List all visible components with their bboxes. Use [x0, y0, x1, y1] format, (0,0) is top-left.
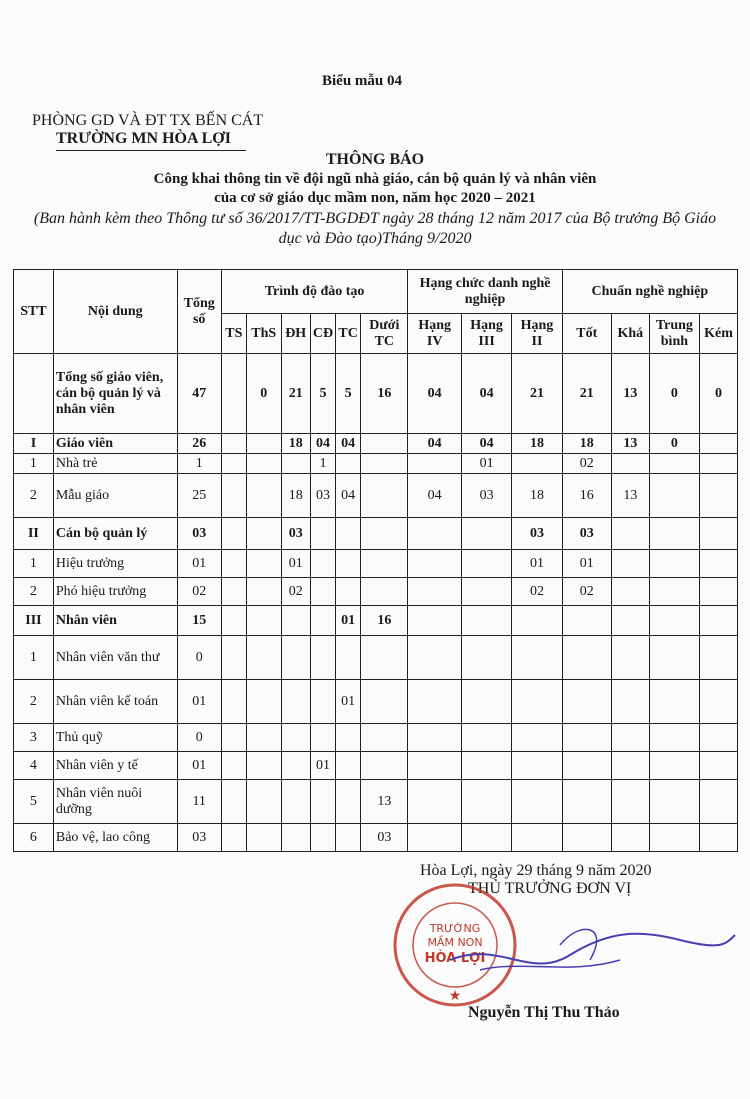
row-cell [408, 780, 462, 824]
row-stt: 6 [14, 824, 54, 852]
row-cell [246, 474, 281, 518]
row-cell [281, 636, 310, 680]
row-cell [221, 606, 246, 636]
table-row [14, 636, 738, 680]
row-cell [408, 724, 462, 752]
row-cell [246, 434, 281, 454]
row-cell: 04 [408, 474, 462, 518]
row-label: Phó hiệu trưởng [53, 578, 177, 606]
row-cell [649, 578, 699, 606]
row-cell [221, 752, 246, 780]
row-cell [700, 780, 738, 824]
row-cell: 04 [461, 354, 511, 434]
row-cell: 01 [512, 550, 562, 578]
row-cell [221, 474, 246, 518]
signer-name: Nguyễn Thị Thu Thảo [468, 1004, 620, 1021]
row-cell [700, 606, 738, 636]
row-cell [700, 824, 738, 852]
row-cell [310, 550, 335, 578]
row-cell [700, 518, 738, 550]
row-cell [562, 824, 611, 852]
row-stt: 2 [14, 474, 54, 518]
row-stt: 2 [14, 578, 54, 606]
row-cell [461, 680, 511, 724]
row-cell [649, 724, 699, 752]
header-tot: Tốt [562, 314, 611, 354]
row-cell [281, 780, 310, 824]
row-cell [408, 454, 462, 474]
row-cell [700, 474, 738, 518]
table-row [14, 518, 738, 550]
row-cell [246, 636, 281, 680]
row-cell [221, 550, 246, 578]
header-tc: TC [336, 314, 361, 354]
staff-table [13, 269, 738, 852]
legal-reference: (Ban hành kèm theo Thông tư số 36/2017/TT-BGDĐT ngày 28 tháng 12 năm 2017 của Bộ trưởng Bộ Giáo dục và Đào tạo)Tháng 9/2020 [33, 210, 717, 247]
row-cell [512, 636, 562, 680]
row-cell [336, 578, 361, 606]
row-cell [281, 752, 310, 780]
row-cell [361, 550, 408, 578]
row-cell [361, 752, 408, 780]
row-stt: I [14, 434, 54, 454]
row-label: Bảo vệ, lao công [53, 824, 177, 852]
row-stt [14, 354, 54, 434]
row-cell: 18 [512, 474, 562, 518]
row-cell [281, 824, 310, 852]
row-cell: 18 [281, 434, 310, 454]
row-cell [310, 724, 335, 752]
row-cell: 04 [408, 434, 462, 454]
row-cell [336, 824, 361, 852]
row-cell: 13 [611, 474, 649, 518]
row-cell [512, 724, 562, 752]
row-cell: 01 [177, 680, 221, 724]
row-cell [611, 680, 649, 724]
row-cell [336, 636, 361, 680]
row-cell [221, 454, 246, 474]
row-cell [336, 454, 361, 474]
row-cell [246, 518, 281, 550]
row-cell [461, 824, 511, 852]
row-cell: 02 [281, 578, 310, 606]
row-cell [562, 680, 611, 724]
row-cell: 04 [461, 434, 511, 454]
row-cell [649, 606, 699, 636]
row-cell: 13 [361, 780, 408, 824]
row-cell [246, 752, 281, 780]
row-cell [310, 824, 335, 852]
row-cell [700, 454, 738, 474]
row-cell [246, 680, 281, 724]
row-cell [611, 550, 649, 578]
row-cell: 0 [649, 434, 699, 454]
row-cell: 01 [336, 606, 361, 636]
row-cell [649, 636, 699, 680]
row-cell [246, 724, 281, 752]
table-row [14, 606, 738, 636]
row-cell: 01 [281, 550, 310, 578]
row-cell: 03 [461, 474, 511, 518]
row-cell [361, 680, 408, 724]
row-cell: 47 [177, 354, 221, 434]
row-cell [700, 434, 738, 454]
svg-text:HÒA LỢI: HÒA LỢI [424, 951, 486, 966]
row-cell [700, 636, 738, 680]
row-cell: 01 [177, 550, 221, 578]
row-cell [246, 780, 281, 824]
row-cell [611, 578, 649, 606]
row-stt: III [14, 606, 54, 636]
row-cell [611, 752, 649, 780]
row-cell [336, 780, 361, 824]
row-cell [562, 636, 611, 680]
form-number: Biểu mẫu 04 [322, 73, 403, 89]
row-cell: 5 [310, 354, 335, 434]
row-cell: 16 [361, 606, 408, 636]
row-cell [408, 636, 462, 680]
row-cell [461, 780, 511, 824]
table-row [14, 724, 738, 752]
row-cell: 03 [310, 474, 335, 518]
row-cell: 03 [512, 518, 562, 550]
row-cell [700, 724, 738, 752]
row-cell: 18 [281, 474, 310, 518]
row-label: Mẫu giáo [53, 474, 177, 518]
row-cell [611, 606, 649, 636]
row-cell: 25 [177, 474, 221, 518]
row-cell [408, 550, 462, 578]
row-cell [562, 752, 611, 780]
row-cell [408, 680, 462, 724]
row-cell: 5 [336, 354, 361, 434]
row-cell: 03 [361, 824, 408, 852]
row-cell [611, 780, 649, 824]
header-kha: Khá [611, 314, 649, 354]
row-stt: II [14, 518, 54, 550]
row-cell [361, 434, 408, 454]
row-cell: 15 [177, 606, 221, 636]
row-cell [611, 636, 649, 680]
row-label: Nhân viên kế toán [53, 680, 177, 724]
row-cell [408, 752, 462, 780]
row-cell [246, 578, 281, 606]
table-row [14, 474, 738, 518]
row-cell: 18 [562, 434, 611, 454]
row-cell [562, 724, 611, 752]
row-cell: 13 [611, 434, 649, 454]
row-cell: 03 [562, 518, 611, 550]
row-label: Nhà trẻ [53, 454, 177, 474]
header-total: Tổng số [177, 270, 221, 354]
row-label: Nhân viên văn thư [53, 636, 177, 680]
row-cell [246, 606, 281, 636]
row-cell [221, 824, 246, 852]
row-cell: 01 [310, 752, 335, 780]
row-cell [281, 724, 310, 752]
row-stt: 1 [14, 454, 54, 474]
table-row [14, 434, 738, 454]
row-cell [649, 474, 699, 518]
row-cell [221, 780, 246, 824]
signer-title: THỦ TRƯỞNG ĐƠN VỊ [468, 880, 632, 897]
row-cell [336, 518, 361, 550]
row-cell [281, 606, 310, 636]
table-row [14, 680, 738, 724]
row-label: Tổng số giáo viên, cán bộ quản lý và nhân viên [53, 354, 177, 434]
row-cell: 02 [177, 578, 221, 606]
row-cell [512, 780, 562, 824]
row-label: Giáo viên [53, 434, 177, 454]
row-cell: 0 [700, 354, 738, 434]
header-kem: Kém [700, 314, 738, 354]
row-cell: 01 [461, 454, 511, 474]
row-cell: 01 [336, 680, 361, 724]
row-cell [361, 578, 408, 606]
row-label: Nhân viên y tế [53, 752, 177, 780]
row-cell: 0 [177, 636, 221, 680]
table-row [14, 752, 738, 780]
row-label: Hiệu trưởng [53, 550, 177, 578]
table-row [14, 578, 738, 606]
row-cell: 03 [177, 518, 221, 550]
row-cell [461, 724, 511, 752]
row-stt: 1 [14, 636, 54, 680]
row-cell: 04 [336, 474, 361, 518]
svg-text:★: ★ [448, 989, 462, 1004]
row-cell [336, 724, 361, 752]
header-ths: ThS [246, 314, 281, 354]
row-cell [221, 518, 246, 550]
row-cell: 04 [310, 434, 335, 454]
row-cell: 18 [512, 434, 562, 454]
row-cell [361, 636, 408, 680]
row-cell [512, 752, 562, 780]
row-cell [310, 606, 335, 636]
header-stt: STT [14, 270, 54, 354]
row-cell [512, 824, 562, 852]
document-subtitle-1: Công khai thông tin về đội ngũ nhà giáo, cán bộ quản lý và nhân viên [153, 171, 597, 187]
row-cell: 1 [177, 454, 221, 474]
header-hang-iii: Hạng III [461, 314, 511, 354]
svg-text:TRƯỜNG: TRƯỜNG [429, 922, 481, 935]
row-stt: 5 [14, 780, 54, 824]
row-cell [562, 606, 611, 636]
header-cd: CĐ [310, 314, 335, 354]
header-content: Nội dung [53, 270, 177, 354]
row-stt: 2 [14, 680, 54, 724]
row-cell: 01 [177, 752, 221, 780]
row-cell [361, 474, 408, 518]
row-cell [221, 434, 246, 454]
row-cell [408, 578, 462, 606]
row-label: Cán bộ quản lý [53, 518, 177, 550]
svg-text:MẦM NON: MẦM NON [427, 936, 483, 949]
row-cell [512, 680, 562, 724]
row-cell [649, 518, 699, 550]
row-cell: 11 [177, 780, 221, 824]
row-cell: 0 [649, 354, 699, 434]
table-row [14, 454, 738, 474]
row-cell [221, 680, 246, 724]
row-stt: 4 [14, 752, 54, 780]
row-cell [336, 550, 361, 578]
row-cell: 13 [611, 354, 649, 434]
row-cell [649, 550, 699, 578]
row-cell [408, 518, 462, 550]
row-cell: 03 [281, 518, 310, 550]
row-cell [221, 636, 246, 680]
row-cell [649, 680, 699, 724]
row-cell [611, 824, 649, 852]
table-row [14, 550, 738, 578]
document-subtitle-2: của cơ sở giáo dục mầm non, năm học 2020 – 2021 [214, 190, 536, 206]
row-cell: 1 [310, 454, 335, 474]
row-label: Nhân viên nuôi dưỡng [53, 780, 177, 824]
row-cell [700, 752, 738, 780]
row-cell [649, 780, 699, 824]
row-cell: 0 [246, 354, 281, 434]
header-dh: ĐH [281, 314, 310, 354]
header-hang-iv: Hạng IV [408, 314, 462, 354]
header-ts: TS [221, 314, 246, 354]
sign-date: Hòa Lợi, ngày 29 tháng 9 năm 2020 [420, 862, 652, 879]
row-label: Nhân viên [53, 606, 177, 636]
row-cell: 26 [177, 434, 221, 454]
row-cell [611, 724, 649, 752]
row-cell [512, 454, 562, 474]
row-cell [512, 606, 562, 636]
header-training: Trình độ đào tạo [221, 270, 408, 314]
row-cell [221, 724, 246, 752]
row-cell [649, 454, 699, 474]
header-duoi-tc: Dưới TC [361, 314, 408, 354]
row-cell [221, 354, 246, 434]
row-cell [700, 578, 738, 606]
department-name: PHÒNG GD VÀ ĐT TX BẾN CÁT [32, 112, 264, 129]
row-cell [361, 518, 408, 550]
row-cell [649, 752, 699, 780]
table-row [14, 824, 738, 852]
row-cell: 02 [562, 578, 611, 606]
header-standard: Chuẩn nghề nghiệp [562, 270, 737, 314]
row-cell [611, 454, 649, 474]
row-cell [361, 454, 408, 474]
row-cell [310, 578, 335, 606]
row-cell [246, 550, 281, 578]
document-title: THÔNG BÁO [325, 151, 425, 168]
signature [440, 900, 740, 990]
row-cell [310, 680, 335, 724]
row-cell [408, 606, 462, 636]
row-cell: 02 [512, 578, 562, 606]
row-cell [461, 518, 511, 550]
row-cell: 16 [562, 474, 611, 518]
row-cell: 03 [177, 824, 221, 852]
row-stt: 3 [14, 724, 54, 752]
row-cell [461, 550, 511, 578]
row-cell [461, 606, 511, 636]
row-cell [461, 578, 511, 606]
row-cell [336, 752, 361, 780]
row-label: Thủ quỹ [53, 724, 177, 752]
header-hang-ii: Hạng II [512, 314, 562, 354]
row-cell [310, 780, 335, 824]
row-cell [649, 824, 699, 852]
row-cell: 21 [512, 354, 562, 434]
header-trung-binh: Trung bình [649, 314, 699, 354]
header-rank: Hạng chức danh nghề nghiệp [408, 270, 562, 314]
row-cell: 21 [281, 354, 310, 434]
row-cell [310, 636, 335, 680]
table-row [14, 780, 738, 824]
row-cell: 02 [562, 454, 611, 474]
row-cell [246, 454, 281, 474]
row-cell [310, 518, 335, 550]
row-cell [281, 454, 310, 474]
school-name: TRƯỜNG MN HÒA LỢI [56, 130, 231, 147]
table-row [14, 354, 738, 434]
row-cell: 16 [361, 354, 408, 434]
row-cell [221, 578, 246, 606]
row-stt: 1 [14, 550, 54, 578]
row-cell [700, 550, 738, 578]
row-cell: 21 [562, 354, 611, 434]
row-cell [461, 752, 511, 780]
row-cell: 01 [562, 550, 611, 578]
row-cell [461, 636, 511, 680]
table-body [14, 354, 738, 852]
row-cell [361, 724, 408, 752]
row-cell [611, 518, 649, 550]
row-cell: 0 [177, 724, 221, 752]
row-cell [246, 824, 281, 852]
row-cell [700, 680, 738, 724]
row-cell: 04 [336, 434, 361, 454]
row-cell [562, 780, 611, 824]
row-cell [281, 680, 310, 724]
row-cell: 04 [408, 354, 462, 434]
row-cell [408, 824, 462, 852]
